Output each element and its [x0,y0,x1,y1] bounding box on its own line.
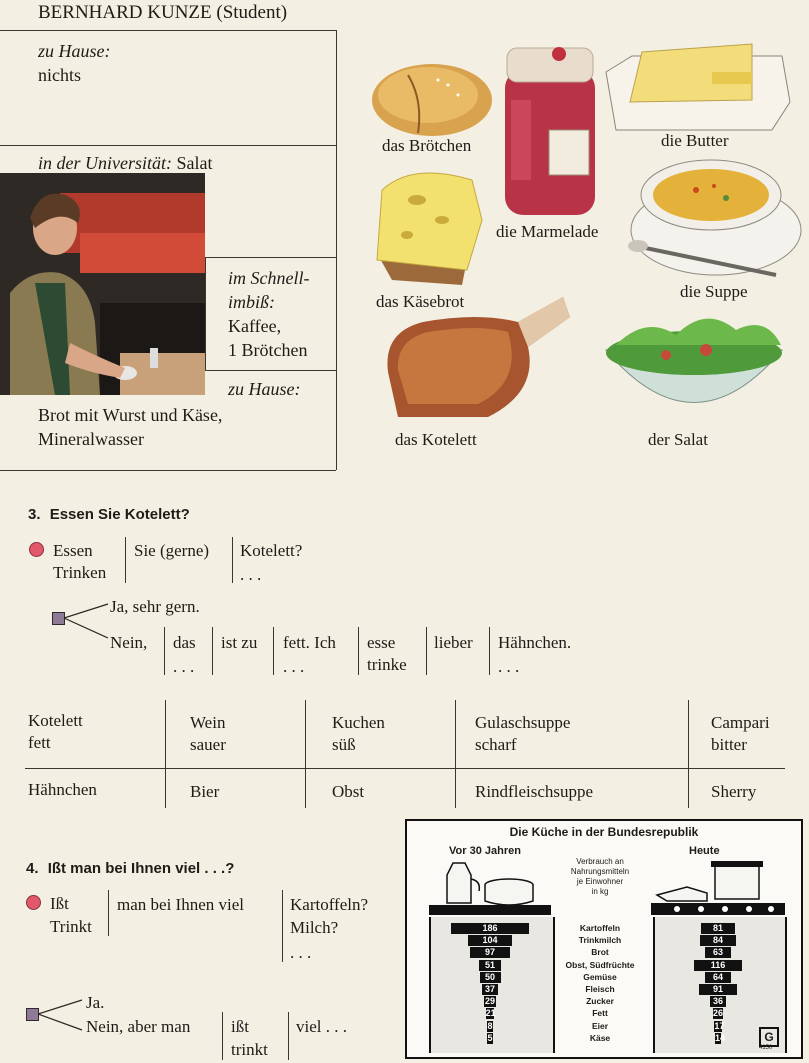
ex3-ans-col1-1: das [173,633,196,652]
table-cell: Gulaschsuppe scharf [475,713,571,754]
ex3-ans-col1-2: . . . [173,657,195,676]
meal-home1-value: nichts [38,65,81,85]
table-cell: Bier [190,782,220,801]
table-cell: Wein sauer [190,713,226,754]
question-bullet-icon [26,895,41,910]
ex3-ans-col3-2: . . . [283,657,305,676]
meal-snack-value-1: Kaffee, [228,316,282,336]
chart-bar-today: 14 [715,1032,726,1043]
meal-home1-label: zu Hause: [38,41,111,61]
marmelade-illustration [497,40,603,218]
meal-uni-label: in der Universität: [38,153,172,173]
label-kaesebrot: das Käsebrot [376,292,465,311]
ex3-ans-col6-1: Hähnchen. [498,633,572,652]
chart-title: Die Küche in der Bundesrepublik [509,825,699,839]
chart-right-label: Heute [689,845,720,857]
chart-bar-today: 64 [705,972,732,983]
ex4-answer-no: Nein, aber man [86,1017,191,1036]
ex3-ans-col2: ist zu [221,633,258,652]
chart-bar-today: 84 [700,935,735,946]
meal-snack-label-2: imbiß: [228,292,275,312]
ex4-answer-end: viel . . . [296,1017,347,1036]
ex4-verb-2: Trinkt [50,917,92,936]
ex4-middle: man bei Ihnen viel [117,895,244,914]
ex4-answer-verb-2: trinkt [231,1040,268,1059]
label-butter: die Butter [661,131,729,150]
table-cell: Kuchen süß [332,713,385,754]
chart-bar-past: 50 [480,972,501,983]
chart-bar-past: 8 [487,1020,493,1031]
kotelett-illustration [378,292,574,426]
exercise4-title: Ißt man bei Ihnen viel . . .? [47,860,235,877]
kaesebrot-illustration [372,160,488,288]
chart-bar-past: 21 [485,1008,496,1019]
meal-snack-label-1: im Schnell- [228,268,310,288]
chart-category-label: Gemüse [583,971,617,982]
ex3-ans-col4-1: esse [367,633,396,652]
chart-category-label: Brot [591,947,609,958]
table-cell: Campari bitter [711,713,770,754]
ex3-verb-2: Trinken [53,563,107,582]
chart-code: 4150 [759,1045,773,1051]
table-cell: Obst [332,782,365,801]
table-cell: Kotelett fett [28,711,83,752]
ex3-object-1: Kotelett? [240,541,303,560]
salat-illustration [596,305,792,427]
exercise4-number: 4. [26,860,39,877]
page-title: BERNHARD KUNZE (Student) [38,2,288,23]
ex4-answer-yes: Ja. [86,993,105,1012]
chart-bar-past: 104 [468,935,512,946]
ex4-answer-verb-1: ißt [231,1017,249,1036]
meal-snack-value-2: 1 Brötchen [228,340,308,360]
meal-home2-value-1: Brot mit Wurst und Käse, [38,405,223,425]
ex4-verb-1: Ißt [50,894,69,913]
answer-branch-icon [38,996,84,1036]
table-cell: Sherry [711,782,757,801]
chart-bar-past: 29 [484,996,495,1007]
chart-bar-past: 97 [470,947,511,958]
table-cell: Hähnchen [28,780,97,799]
exercise3-number: 3. [28,506,41,523]
chart-logo-icon: G [759,1027,779,1047]
chart-bar-past: 5 [487,1032,493,1043]
ex3-verb-1: Essen [53,541,93,560]
meal-uni-value: Salat [176,153,213,173]
consumption-chart [405,819,803,1059]
chart-bar-today: 17 [714,1020,725,1031]
chart-unit-note: Verbrauch an Nahrungsmitteln je Einwohner in kg [570,857,630,896]
meal-home2-label: zu Hause: [228,379,301,399]
ex3-answer-yes: Ja, sehr gern. [110,597,200,616]
broetchen-illustration [368,55,496,140]
chart-category-label: Käse [589,1032,611,1043]
chart-category-label: Eier [591,1020,609,1031]
chart-bar-today: 26 [712,1008,723,1019]
label-suppe: die Suppe [680,282,748,301]
exercise4-heading [26,860,234,877]
exercise3-title: Essen Sie Kotelett? [49,506,190,523]
ex3-ans-col5: lieber [434,633,473,652]
ex4-object-2: Milch? [290,918,339,937]
stove-right-illustration [647,855,789,917]
chart-category-label: Obst, Südfrüchte [565,959,635,970]
chart-bar-past: 51 [479,960,500,971]
label-salat: der Salat [648,430,708,449]
exercise3-heading [28,506,190,523]
ex3-ans-col4-2: trinke [367,655,407,674]
chart-bar-today: 36 [710,996,725,1007]
butter-illustration [602,42,792,134]
chart-bar-today: 91 [699,984,737,995]
chart-bar-past: 186 [451,923,529,934]
ex3-answer-no: Nein, [110,633,148,652]
chart-category-label: Fleisch [585,984,615,994]
label-kotelett: das Kotelett [395,430,477,449]
question-bullet-icon [29,542,44,557]
chart-category-label: Zucker [586,996,614,1007]
answer-branch-icon [64,600,110,644]
chart-bar-past: 37 [482,984,498,995]
chart-bar-today: 63 [705,947,731,958]
ex3-ans-col6-2: . . . [498,657,520,676]
ex3-object-2: . . . [240,565,262,584]
chart-left-label: Vor 30 Jahren [449,845,521,857]
chart-bar-today: 116 [694,960,743,971]
chart-category-label: Trinkmilch [578,935,622,946]
student-photo [0,173,205,395]
meal-uni [38,152,212,174]
chart-category-label: Kartoffeln [579,923,621,933]
chart-category-label: Fett [592,1008,608,1019]
label-marmelade: die Marmelade [496,222,599,241]
stove-left-illustration [423,855,557,917]
meal-home2-value-2: Mineralwasser [38,429,144,449]
ex4-object-3: . . . [290,943,312,962]
suppe-illustration [626,150,806,282]
ex4-object-1: Kartoffeln? [290,895,369,914]
ex3-ans-col3-1: fett. Ich [283,633,336,652]
table-cell: Rindfleischsuppe [475,782,594,801]
chart-bar-today: 81 [701,923,735,934]
label-broetchen: das Brötchen [382,136,472,155]
ex3-subject: Sie (gerne) [134,541,210,560]
